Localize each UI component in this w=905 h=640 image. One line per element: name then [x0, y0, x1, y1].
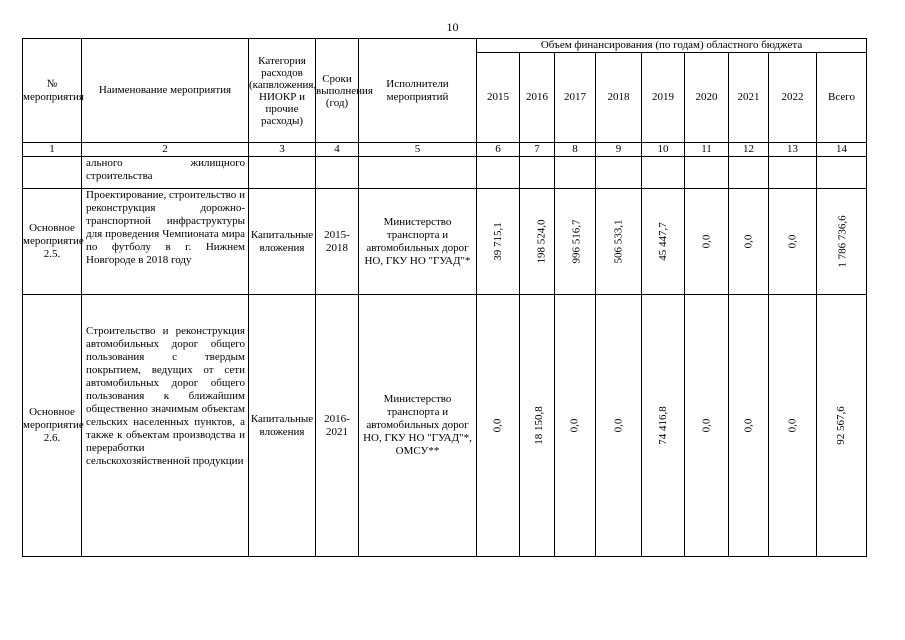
row-terms: 2016-2021: [316, 295, 359, 557]
table-row: [23, 295, 867, 557]
column-number: 6: [477, 143, 520, 157]
value-cell: [769, 295, 817, 557]
header-year: 2015: [477, 53, 520, 143]
header-year: 2021: [729, 53, 769, 143]
header-total: Всего: [817, 53, 867, 143]
row-category: Капитальные вложения: [249, 295, 316, 557]
value-cell: [642, 295, 685, 557]
year-value: 0,0: [742, 234, 754, 249]
column-number: 10: [642, 143, 685, 157]
total-value: 92 567,6: [835, 406, 848, 445]
header-year: 2019: [642, 53, 685, 143]
funding-table: [22, 38, 867, 557]
value-cell: [477, 295, 520, 557]
column-number: 7: [520, 143, 555, 157]
header-row-1: [23, 39, 867, 53]
value-cell: [596, 295, 642, 557]
row-executors: Министерство транспорта и автомобильных дорог НО, ГКУ НО "ГУАД"*: [359, 189, 477, 295]
year-value: 45 447,7: [656, 222, 669, 261]
header-num: № мероприятия: [23, 39, 82, 143]
header-category: Категория расходов (капвложения, НИОКР и прочие расходы): [249, 39, 316, 143]
year-value: 0,0: [700, 418, 712, 433]
year-value: 74 416,8: [656, 406, 669, 445]
year-value: 0,0: [491, 418, 504, 433]
year-value: 39 715,1: [491, 222, 504, 261]
header-name: Наименование мероприятия: [82, 39, 249, 143]
total-cell: [817, 295, 867, 557]
value-cell: [520, 189, 555, 295]
row-executors: Министерство транспорта и автомобильных дорог НО, ГКУ НО "ГУАД"*, ОМСУ**: [359, 295, 477, 557]
row-terms: 2015-2018: [316, 189, 359, 295]
column-number: 4: [316, 143, 359, 157]
year-value: 0,0: [786, 234, 798, 249]
row-category: Капитальные вложения: [249, 189, 316, 295]
column-number: 13: [769, 143, 817, 157]
value-cell: [729, 295, 769, 557]
value-cell: [596, 189, 642, 295]
year-value: 0,0: [786, 418, 798, 433]
value-cell: [642, 189, 685, 295]
column-number: 8: [555, 143, 596, 157]
header-year: 2020: [685, 53, 729, 143]
column-number: 3: [249, 143, 316, 157]
total-value: 1 786 736,6: [836, 215, 849, 268]
row-num: Основное мероприятие 2.6.: [23, 295, 82, 557]
year-value: 0,0: [742, 418, 754, 433]
header-funding-group: Объем финансирования (по годам) областного бюджета: [477, 39, 867, 53]
year-value: 0,0: [612, 418, 624, 433]
row-num: Основное мероприятие 2.5.: [23, 189, 82, 295]
value-cell: [685, 295, 729, 557]
year-value: 0,0: [700, 234, 712, 249]
value-cell: [729, 189, 769, 295]
header-year: 2022: [769, 53, 817, 143]
year-value: 996 516,7: [570, 219, 583, 264]
header-year: 2017: [555, 53, 596, 143]
row-name: Строительство и реконструкция автомобильных дорог общего пользования с твердым покрытием, ведущих от сети автомобильных дорог общего пользования к ближайшим общественно значимым объектам сельских населенных пунктов, а также к объектам производства и переработки сельскохозяйственной продукции: [82, 295, 249, 557]
year-value: 506 533,1: [612, 219, 624, 264]
row-name: Проектирование, строительство и реконструкция дорожно-транспортной инфраструктуры для проведения Чемпионата мира по футболу в г. Нижнем Новгороде в 2018 году: [82, 189, 249, 295]
continuation-row: [23, 157, 867, 189]
value-cell: [477, 189, 520, 295]
table-row: [23, 189, 867, 295]
column-number-row: [23, 143, 867, 157]
continuation-text: ального жилищного строительства: [82, 157, 249, 189]
value-cell: [555, 189, 596, 295]
column-number: 14: [817, 143, 867, 157]
value-cell: [555, 295, 596, 557]
value-cell: [520, 295, 555, 557]
column-number: 2: [82, 143, 249, 157]
total-cell: [817, 189, 867, 295]
column-number: 12: [729, 143, 769, 157]
year-value: 0,0: [568, 418, 581, 433]
year-value: 198 524,0: [535, 219, 548, 264]
header-year: 2018: [596, 53, 642, 143]
header-year: 2016: [520, 53, 555, 143]
page-number: 10: [446, 20, 459, 34]
column-number: 11: [685, 143, 729, 157]
column-number: 1: [23, 143, 82, 157]
column-number: 9: [596, 143, 642, 157]
year-value: 18 150,8: [532, 406, 545, 445]
column-number: 5: [359, 143, 477, 157]
header-executors: Исполнители мероприятий: [359, 39, 477, 143]
value-cell: [769, 189, 817, 295]
header-terms: Сроки выполнения (год): [316, 39, 359, 143]
value-cell: [685, 189, 729, 295]
